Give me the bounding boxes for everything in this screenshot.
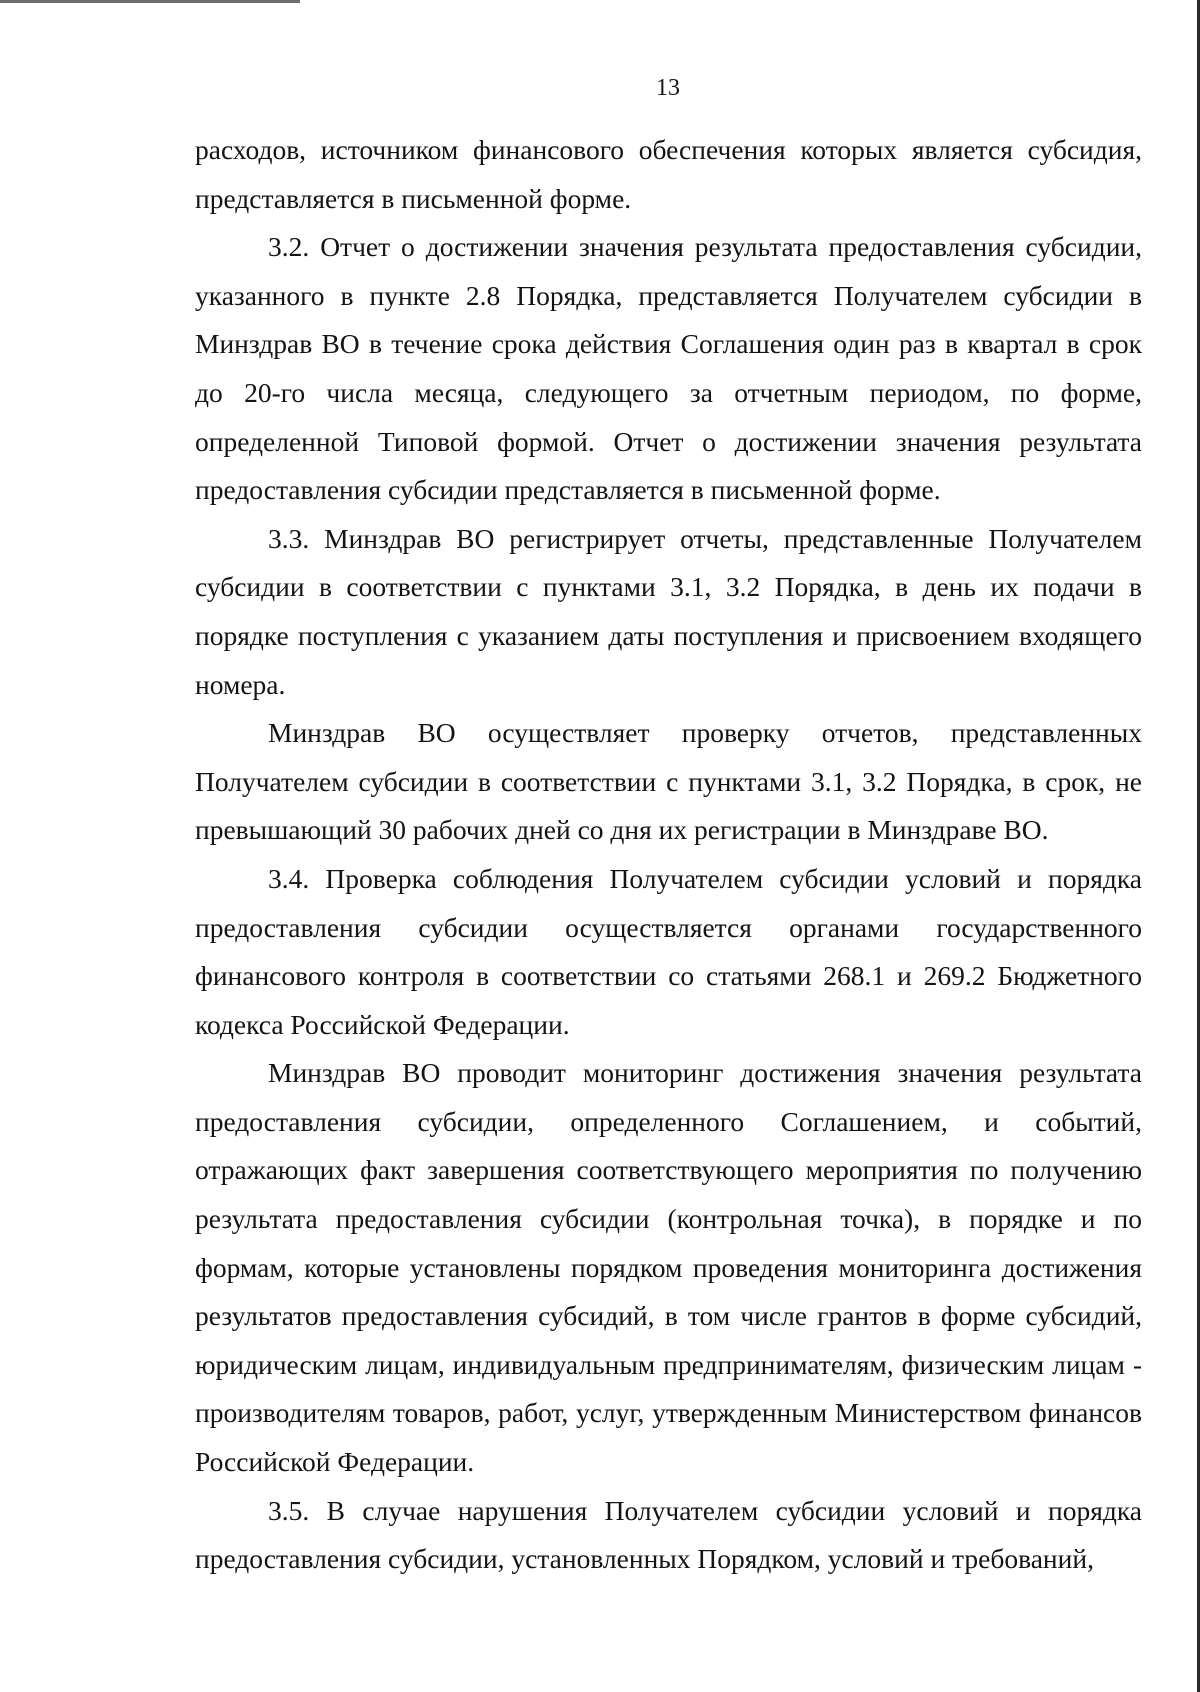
- paragraph-3-4: 3.4. Проверка соблюдения Получателем субсидии условий и порядка предоставления субсидии осуществляется органами государственного финансового контроля в соответствии со статьями 268.1 и 269.2 Бюджетного кодекса Российской Федерации.: [195, 862, 1142, 1040]
- paragraph-continuation: расходов, источником финансового обеспечения которых является субсидия, представляется в письменной форме.: [195, 134, 1142, 214]
- paragraph-3-2: 3.2. Отчет о достижении значения результата предоставления субсидии, указанного в пункте 2.8 Порядка, представляется Получателем субсидии в Минздрав ВО в течение срока действия Соглашения один раз в квартал в срок до 20-го числа месяца, следующего за отчетным периодом, по форме, определенной Типовой формой. Отчет о достижении значения результата предоставления субсидии представляется в письменной форме.: [195, 231, 1142, 506]
- document-body: [195, 126, 1142, 1584]
- page-number: 13: [656, 75, 680, 101]
- paragraph-3-3-report-check: Минздрав ВО осуществляет проверку отчетов, представленных Получателем субсидии в соответствии с пунктами 3.1, 3.2 Порядка, в срок, не превышающий 30 рабочих дней со дня их регистрации в Минздраве ВО.: [195, 717, 1142, 846]
- paragraph-3-4-monitoring: Минздрав ВО проводит мониторинг достижения значения результата предоставления субсидии, определенного Соглашением, и событий, отражающих факт завершения соответствующего мероприятия по получению результата предоставления субсидии (контрольная точка), в порядке и по формам, которые установлены порядком проведения мониторинга достижения результатов предоставления субсидий, в том числе грантов в форме субсидий, юридическим лицам, индивидуальным предпринимателям, физическим лицам - производителям товаров, работ, услуг, утвержденным Министерством финансов Российской Федерации.: [195, 1057, 1142, 1478]
- paragraph-3-5: 3.5. В случае нарушения Получателем субсидии условий и порядка предоставления субсидии, установленных Порядком, условий и требований,: [195, 1494, 1142, 1575]
- paragraph-3-3: 3.3. Минздрав ВО регистрирует отчеты, представленные Получателем субсидии в соответствии с пунктами 3.1, 3.2 Порядка, в день их подачи в порядке поступления с указанием даты поступления и присвоением входящего номера.: [195, 522, 1142, 700]
- scan-edge-top: [0, 0, 300, 3]
